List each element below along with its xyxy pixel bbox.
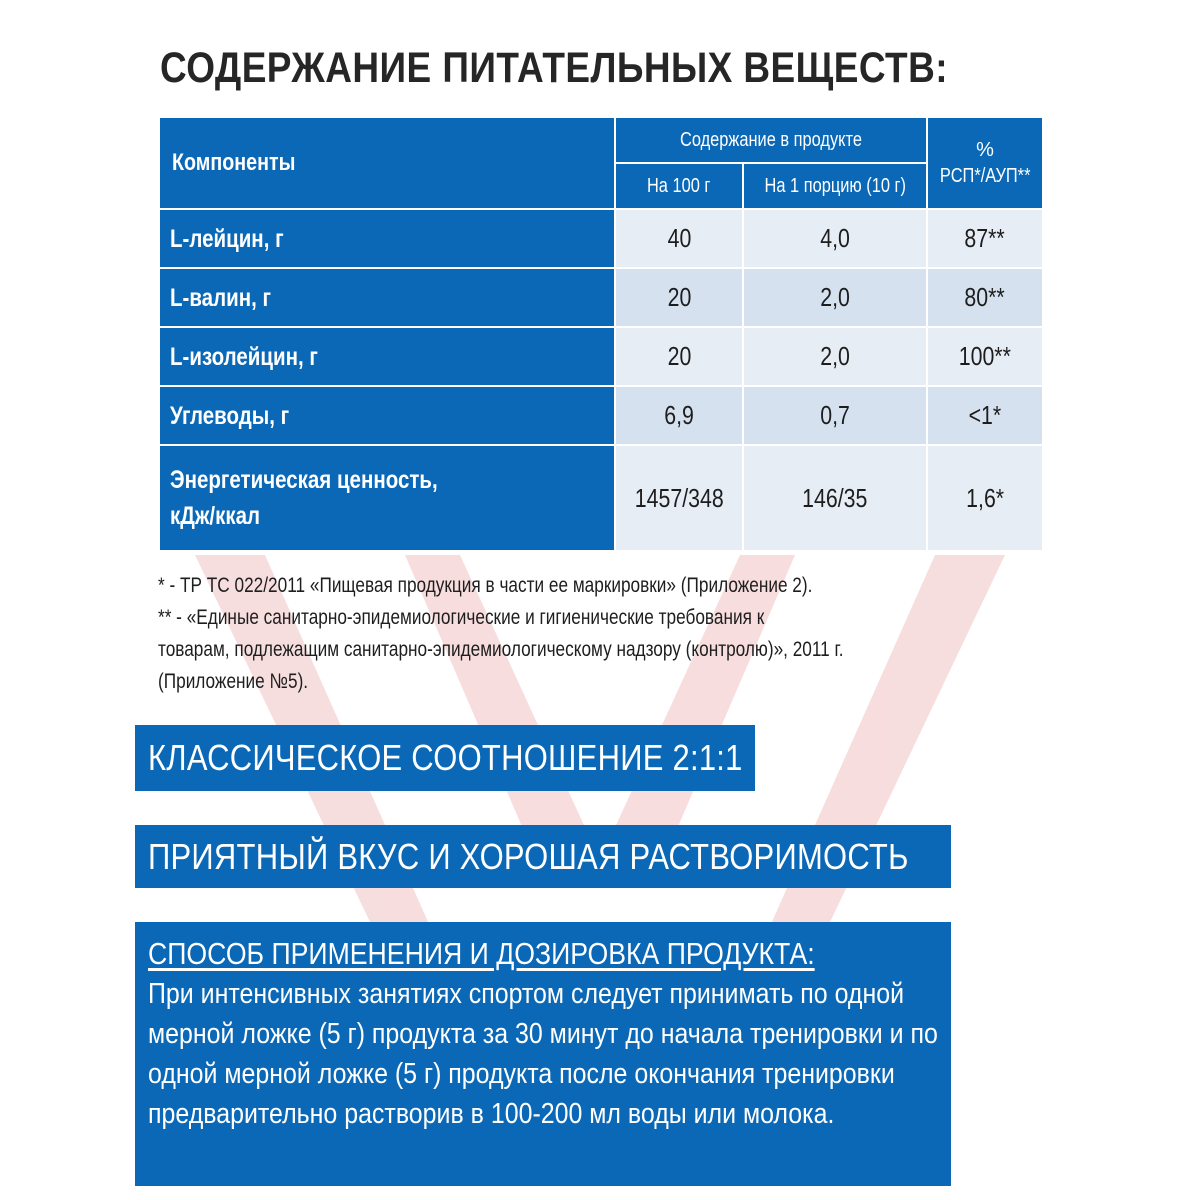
row-per-100: 1457/348 — [615, 445, 743, 551]
row-per-100: 6,9 — [615, 386, 743, 445]
usage-text: При интенсивных занятиях спортом следует принимать по одной мерной ложке (5 г) продукта за 30 минут до начала тренировки и по одной мерной ложке (5 г) продукта после окончания тренировки предварительно растворив в 100-200 мл воды или молока. — [148, 978, 938, 1130]
row-percent: 87** — [927, 209, 1043, 268]
table-row — [159, 268, 1043, 327]
row-per-serving: 2,0 — [743, 327, 927, 386]
row-percent: 1,6* — [927, 445, 1043, 551]
table-row — [159, 209, 1043, 268]
row-name: L-лейцин, г — [159, 209, 615, 268]
table-row — [159, 445, 1043, 551]
header-percent-sub: РСП*/АУП** — [939, 165, 1031, 187]
row-per-serving: 2,0 — [743, 268, 927, 327]
header-components: Компоненты — [159, 117, 615, 209]
row-per-serving: 4,0 — [743, 209, 927, 268]
footnote-2: ** - «Единые санитарно-эпидемиологические и гигиенические требования к — [158, 606, 765, 629]
taste-banner: ПРИЯТНЫЙ ВКУС И ХОРОШАЯ РАСТВОРИМОСТЬ — [135, 825, 951, 888]
table-row — [159, 327, 1043, 386]
header-per-100: На 100 г — [615, 163, 743, 209]
row-name: L-валин, г — [159, 268, 615, 327]
footnote-1: * - ТР ТС 022/2011 «Пищевая продукция в части ее маркировки» (Приложение 2). — [158, 574, 813, 597]
row-percent: 100** — [927, 327, 1043, 386]
ratio-banner: КЛАССИЧЕСКОЕ СООТНОШЕНИЕ 2:1:1 — [135, 725, 755, 791]
row-name: L-изолейцин, г — [159, 327, 615, 386]
row-percent: 80** — [927, 268, 1043, 327]
row-per-serving: 0,7 — [743, 386, 927, 445]
footnote-2-cont: товарам, подлежащим санитарно-эпидемиологическому надзору (контролю)», 2011 г. — [158, 638, 844, 661]
footnotes — [158, 570, 1058, 698]
header-percent — [927, 117, 1043, 209]
row-per-100: 20 — [615, 327, 743, 386]
row-percent: <1* — [927, 386, 1043, 445]
page-title: СОДЕРЖАНИЕ ПИТАТЕЛЬНЫХ ВЕЩЕСТВ: — [160, 44, 948, 92]
header-per-serving: На 1 порцию (10 г) — [743, 163, 927, 209]
nutrition-table — [158, 116, 1044, 552]
table-row — [159, 386, 1043, 445]
row-per-100: 20 — [615, 268, 743, 327]
header-percent-symbol: % — [976, 139, 994, 161]
header-content-group: Содержание в продукте — [615, 117, 927, 163]
row-name: Углеводы, г — [159, 386, 615, 445]
footnote-2-appendix: (Приложение №5). — [158, 670, 309, 693]
row-per-100: 40 — [615, 209, 743, 268]
row-per-serving: 146/35 — [743, 445, 927, 551]
row-name: Энергетическая ценность, кДж/ккал — [159, 445, 615, 551]
usage-title: СПОСОБ ПРИМЕНЕНИЯ И ДОЗИРОВКА ПРОДУКТА: — [148, 936, 815, 971]
usage-section — [135, 922, 951, 1186]
